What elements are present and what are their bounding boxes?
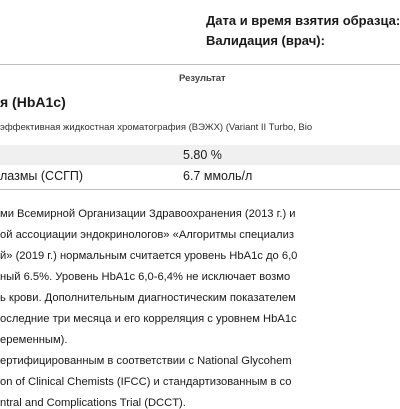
sample-datetime-label: Дата и время взятия образца: xyxy=(206,13,400,28)
comment-line: ntral and Complications Trial (DCCT). xyxy=(0,397,186,409)
comment-line: ой ассоциации эндокринологов» «Алгоритмы специализ xyxy=(0,229,294,241)
comment-line: on of Clinical Chemists (IFCC) и стандартизованным в со xyxy=(0,376,292,388)
row-name: лазмы (ССГП) xyxy=(0,169,84,183)
hba1c-value: 5.80 % xyxy=(183,148,222,162)
validation-label: Валидация (врач): xyxy=(206,33,325,48)
comment-line: ертифицированным в соответствии с National Glycohem xyxy=(0,355,292,367)
comment-line: й» (2019 г.) нормальным считается уровень HbA1c до 6,0 xyxy=(0,250,298,262)
comment-line: ный 6.5%. Уровень HbA1c 6,0-6,4% не исключает возмо xyxy=(0,271,291,283)
comment-line: оследние три месяца и его корреляция с уровнем HbA1c xyxy=(0,313,297,325)
glucose-value: 6.7 ммоль/л xyxy=(183,169,253,183)
comment-line: еременным). xyxy=(0,334,68,346)
test-method: эффективная жидкостная хроматография (ВЭЖХ) (Variant II Turbo, Bio xyxy=(0,122,313,133)
table-divider xyxy=(0,189,400,190)
comment-line: ми Всемирной Организации Здравоохранения (2013 г.) и xyxy=(0,208,296,220)
test-title: я (HbA1c) xyxy=(0,94,66,110)
header-divider xyxy=(0,64,400,65)
comment-line: ь крови. Дополнительным диагностическим показателем xyxy=(0,292,296,304)
result-column-header: Результат xyxy=(179,73,226,84)
